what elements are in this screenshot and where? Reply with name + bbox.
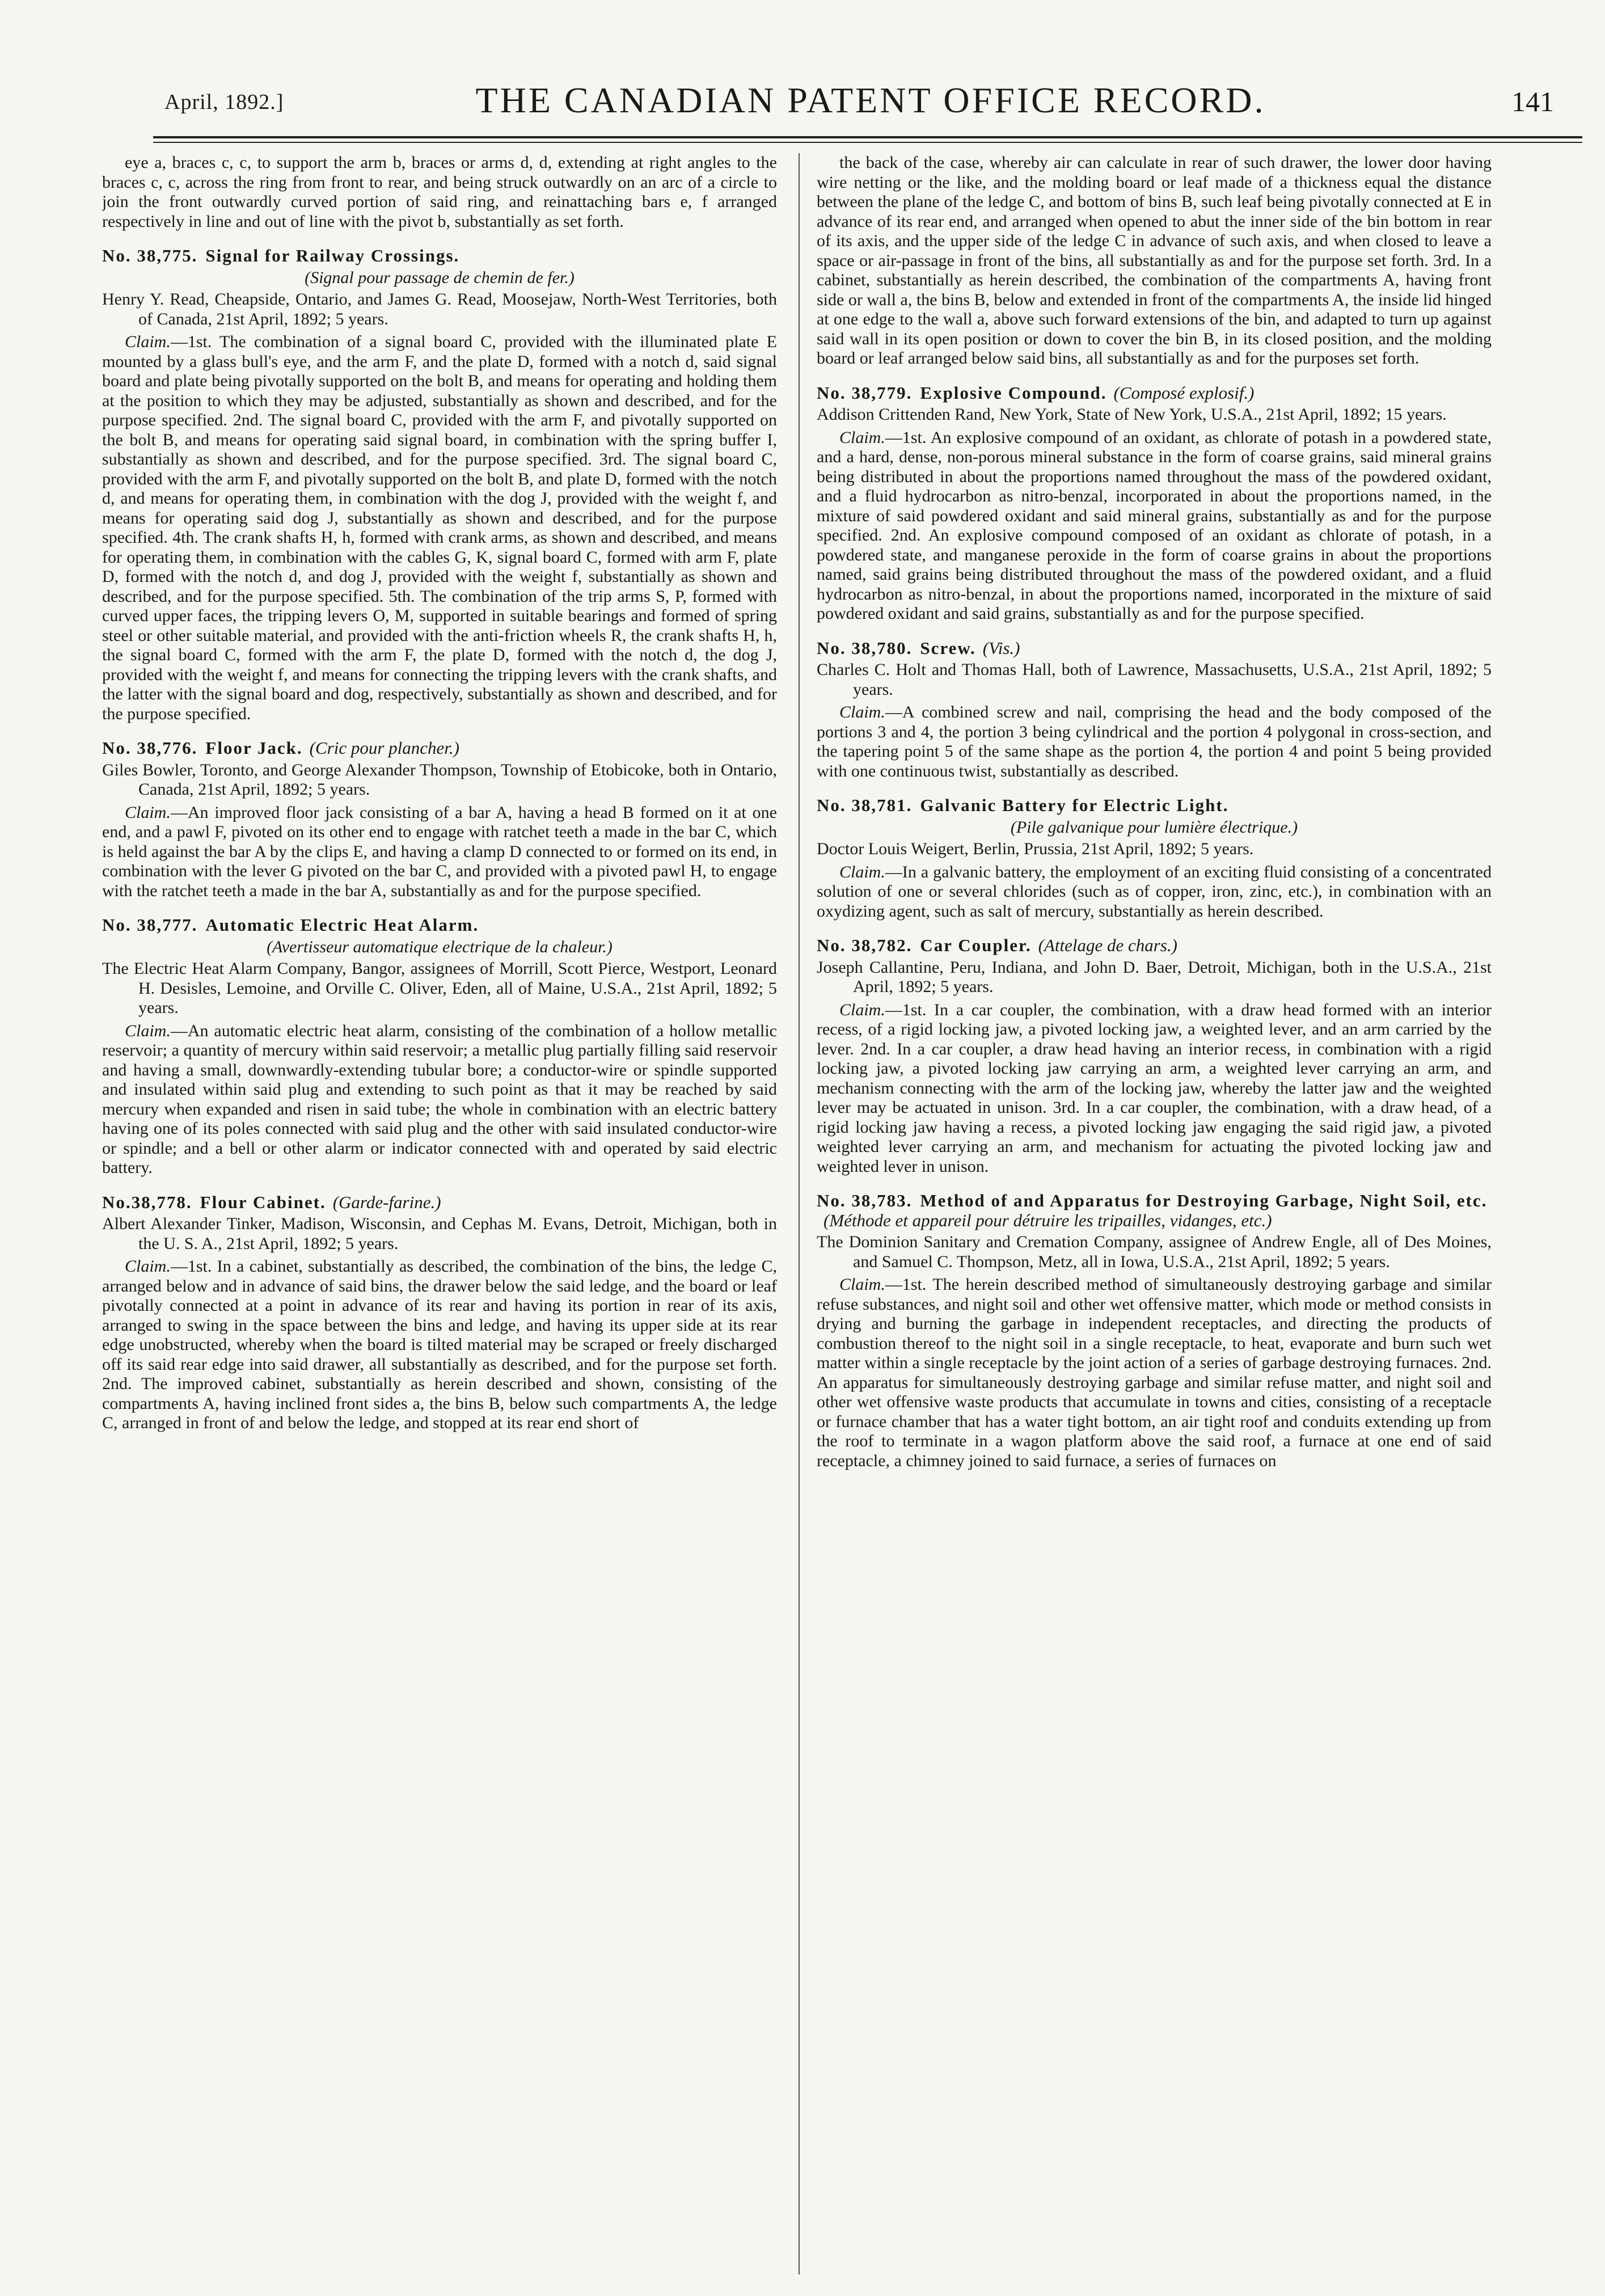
entry-heading [102, 738, 777, 758]
patent-parties: Giles Bowler, Toronto, and George Alexander Thompson, Township of Etobicoke, both in Ontario, Canada, 21st April, 1892; 5 years. [102, 760, 777, 799]
patent-entry [817, 1191, 1492, 1471]
patent-parties: Henry Y. Read, Cheapside, Ontario, and James G. Read, Moosejaw, North-West Territories, both of Canada, 21st April, 1892; 5 years. [102, 290, 777, 328]
french-title: (Signal pour passage de chemin de fer.) [305, 268, 575, 287]
claim-label: Claim. [839, 862, 885, 881]
patent-number: No. 38,777. [102, 915, 198, 935]
patent-claim [102, 1022, 777, 1178]
patent-entry [102, 915, 777, 1178]
patent-title: Method of and Apparatus for Destroying Garbage, Night Soil, etc. [920, 1191, 1488, 1210]
patent-number: No. 38,776. [102, 738, 198, 758]
entry-heading [817, 639, 1492, 659]
patent-claim [102, 332, 777, 724]
claim-label: Claim. [125, 803, 171, 822]
patent-entry [102, 738, 777, 901]
page-number: 141 [1511, 86, 1554, 117]
patent-number: No.38,778. [102, 1192, 192, 1212]
claim-text: —A combined screw and nail, comprising the head and the body composed of the portions 3 and 4, the portion 3 being cylindrical and the portion 4 polygonal in cross-section, and the tapering point 5 of the same shape as the portion 4, the portion 4 and point 5 being provided with one continuous twist, substantially as described. [817, 703, 1492, 780]
patent-parties: Doctor Louis Weigert, Berlin, Prussia, 21st April, 1892; 5 years. [817, 839, 1254, 858]
entry-heading [102, 246, 777, 266]
continued-text: eye a, braces c, c, to support the arm b, braces or arms d, d, extending at right angles to the braces c, c, across the ring from front to rear, and being struck outwardly on an arc of a circle to join the front outwardly curved portion of said ring, and reinattaching bars e, f arranged respectively in line and out of line with the pivot b, substantially as set forth. [102, 153, 777, 231]
patent-claim [817, 703, 1492, 781]
patent-claim [102, 803, 777, 901]
claim-text: —1st. In a cabinet, substantially as described, the combination of the bins, the ledge C, arranged below and in advance of said bins, the drawer below the said ledge, and the board or leaf pivotally connected at a point in advance of its rear and having its portion in rear of its axis, arranged to swing in the space between the bins and ledge, and having its upper side at its rear edge unobstructed, whereby when the board is tilted material may be scraped or freely discharged off its said rear edge into said drawer, all substantially as described, and for the purpose set forth. 2nd. The improved cabinet, substantially as herein described and shown, consisting of the compartments A, having inclined front sides a, the bins B, below such compartments A, the ledge C, arranged in front of and below the ledge, and stopped at its rear end short of [102, 1257, 777, 1432]
patent-parties: The Dominion Sanitary and Cremation Company, assignee of Andrew Engle, all of Des Moines, and Samuel C. Thompson, Metz, all in Iowa, U.S.A., 21st April, 1892; 5 years. [817, 1233, 1492, 1271]
right-column [817, 153, 1492, 2274]
claim-label: Claim. [839, 703, 885, 721]
claim-text: —1st. The herein described method of simultaneously destroying garbage and similar refuse substances, and night soil and other wet offensive matter, which mode or method consists in drying and burning the garbage in independent receptacles, and directing the products of combustion thereof to the night soil in a single receptacle, to heat, evaporate and burn such wet matter within a single receptacle by the joint action of a series of garbage destroying furnaces. 2nd. An apparatus for simultaneously destroying garbage and similar refuse matter, and night soil and other wet offensive waste products that accumulate in towns and cities, consisting of a receptacle or furnace chamber that has a water tight bottom, an air tight roof and conduits extending up from the roof to terminate in a wagon platform above the said roof, a furnace at one end of said receptacle, a chimney joined to said furnace, a series of furnaces on [817, 1275, 1492, 1470]
entry-heading [817, 383, 1492, 403]
claim-text: —1st. The combination of a signal board C, provided with the illuminated plate E mounted by a glass bull's eye, and the arm F, and the plate D, formed with a notch d, said signal board and plate being pivotally supported on the bolt B, and means for operating and holding them at the position to which they may be adjusted, substantially as shown and described, and for the purpose specified. 2nd. The signal board C, provided with the arm F, and pivotally supported on the bolt B, and means for operating said signal board, in combination with the spring buffer I, substantially as shown and described, and for the purpose specified. 3rd. The signal board C, provided with the arm F, and pivotally supported on the bolt B, and plate D, formed with the notch d, and means for operating them, in combination with the dog J, provided with the weight f, and means for operating said dog J, substantially as shown and described, and for the purpose specified. 4th. The crank shafts H, h, formed with crank arms, as shown and described, and means for operating them, in combination with the cables G, K, signal board C, formed with arm F, plate D, formed with the notch d, and dog J, provided with the weight f, substantially as shown and described, and for the purpose specified. 5th. The combination of the trip arms S, P, formed with curved upper faces, the tripping levers O, M, supported in suitable bearings and formed of spring steel or other suitable material, and provided with the anti-friction wheels R, the crank shafts H, h, the signal board C, formed with the arm F, the plate D, formed with the notch d, the dog J, provided with the weight f, and means for connecting the tripping levers with the crank shafts, and the latter with the signal board and dog, respectively, substantially as shown and described, and for the purpose specified. [102, 332, 777, 723]
header-date: April, 1892.] [164, 90, 284, 114]
french-title: (Avertisseur automatique electrique de la chaleur.) [267, 937, 613, 956]
patent-entry [102, 246, 777, 724]
claim-label: Claim. [125, 1257, 171, 1276]
header-rule [153, 136, 1582, 138]
claim-label: Claim. [839, 1000, 885, 1019]
patent-entry [817, 383, 1492, 624]
patent-claim [102, 1257, 777, 1433]
page-header [164, 79, 1577, 130]
french-title: (Pile galvanique pour lumière électrique.) [1010, 817, 1298, 837]
patent-claim [817, 863, 1492, 922]
patent-title: Automatic Electric Heat Alarm. [205, 915, 479, 935]
claim-label: Claim. [839, 1275, 885, 1294]
patent-title: Screw. [920, 638, 976, 658]
french-title: (Vis.) [982, 638, 1020, 658]
patent-entry [817, 639, 1492, 782]
entry-heading [817, 1191, 1492, 1230]
patent-entry [817, 936, 1492, 1176]
patent-number: No. 38,783. [817, 1191, 913, 1210]
patent-number: No. 38,780. [817, 638, 913, 658]
claim-text: —1st. In a car coupler, the combination, with a draw head formed with an interior recess, of a rigid locking jaw, a pivoted locking jaw, a weighted lever, and an arm carried by the lever. 2nd. In a car coupler, a draw head having an interior recess, in combination with a rigid locking jaw, a pivoted locking jaw carrying an arm, a weighted lever carrying an arm, and mechanism connecting with the arm of the locking jaw, whereby the latter jaw and the weighted lever may be actuated in unison. 3rd. In a car coupler, the combination, with a draw head, of a rigid locking jaw having a recess, a pivoted locking jaw engaging the said rigid jaw, a pivoted weighted lever carrying an arm, and mechanism for actuating the pivoted locking jaw and weighted lever in unison. [817, 1000, 1492, 1176]
continued-text: the back of the case, whereby air can calculate in rear of such drawer, the lower door having wire netting or the like, and the molding board or leaf made of a thickness equal the distance between the plane of the ledge C, and bottom of bins B, such leaf being pivotally connected at E in advance of its rear end, and arranged when opened to abut the inner side of the bin bottom in rear of its axis, and the upper side of the ledge C in advance of such axis, and when closed to leave a space or air-passage in front of the bins, all substantially as and for the purpose set forth. 3rd. In a cabinet, substantially as herein described, the combination of the compartments A, having front side or wall a, the bins B, below and extended in front of the compartments A, the inside lid hinged at one edge to the wall a, above such forward extensions of the bin, and adapted to turn up against said wall in its open position or down to cover the bin B, in its closed position, and the molding board or leaf arranged below said bins, all substantially as and for the purposes set forth. [817, 153, 1492, 368]
patent-title: Floor Jack. [205, 738, 303, 758]
column-divider [799, 153, 800, 2274]
patent-title: Signal for Railway Crossings. [205, 246, 460, 265]
french-title: (Cric pour plancher.) [309, 738, 459, 758]
french-title: (Attelage de chars.) [1038, 935, 1177, 955]
patent-parties: Charles C. Holt and Thomas Hall, both of Lawrence, Massachusetts, U.S.A., 21st April, 1892; 5 years. [817, 660, 1492, 699]
patent-title: Explosive Compound. [920, 382, 1107, 403]
patent-entry [102, 1193, 777, 1433]
patent-claim [817, 1001, 1492, 1177]
patent-title: Flour Cabinet. [200, 1192, 326, 1212]
entry-heading [102, 915, 777, 935]
patent-number: No. 38,779. [817, 382, 913, 403]
claim-text: —In a galvanic battery, the employment of an exciting fluid consisting of a concentrated solution of one or several chlorides (such as of copper, iron, zinc, etc.), in combination with an oxydizing agent, such as salt of mercury, substantially as herein described. [817, 862, 1492, 921]
claim-text: —An improved floor jack consisting of a bar A, having a head B formed on it at one end, and a pawl F, pivoted on its other end to engage with ratchet teeth a made in the bar C, which is held against the bar A by the clips E, and having a clamp D connected to or formed on its end, in combination with the lever G pivoted on the bar C, and provided with a pivoted pawl H, to engage with the ratchet teeth a made in the bar A, substantially as and for the purpose specified. [102, 803, 777, 900]
french-title: (Méthode et appareil pour détruire les tripailles, vidanges, etc.) [823, 1210, 1272, 1230]
claim-label: Claim. [125, 332, 171, 351]
left-column [102, 153, 777, 2274]
french-title: (Garde-farine.) [332, 1192, 441, 1212]
patent-parties: Joseph Callantine, Peru, Indiana, and John D. Baer, Detroit, Michigan, both in the U.S.A., 21st April, 1892; 5 years. [817, 957, 1492, 996]
patent-title: Galvanic Battery for Electric Light. [920, 795, 1229, 815]
header-title: THE CANADIAN PATENT OFFICE RECORD. [475, 80, 1266, 120]
patent-parties: The Electric Heat Alarm Company, Bangor, assignees of Morrill, Scott Pierce, Westport, Leonard H. Desisles, Lemoine, and Orville C. Oliver, Eden, all of Maine, U.S.A., 21st April, 1892; 5 years. [102, 959, 777, 1017]
header-rule-thin [153, 142, 1582, 143]
patent-number: No. 38,775. [102, 246, 198, 265]
claim-label: Claim. [839, 428, 885, 447]
claim-text: —1st. An explosive compound of an oxidant, as chlorate of potash in a powdered state, and a hard, dense, non-porous mineral substance in the form of coarse grains, said mineral grains being distributed in about the proportions named throughout the mass of the powdered oxidant, and a fluid hydrocarbon as nitro-benzal, incorporated in about the proportions named, in the mixture of said powdered oxidant and said mineral grains, substantially as and for the purpose specified. 2nd. An explosive compound composed of an oxidant as chlorate of potash, in a powdered state, and manganese peroxide in the form of coarse grains in about the proportions named, said grains being distributed throughout the mass of the powdered oxidant, and a fluid hydrocarbon as nitro-benzal, in about the proportions named, incorporated in the mixture of said powdered oxidant and said grains, substantially as and for the purpose specified. [817, 428, 1492, 623]
patent-claim [817, 1275, 1492, 1471]
french-title: (Composé explosif.) [1113, 382, 1255, 403]
patent-claim [817, 428, 1492, 624]
patent-title: Car Coupler. [920, 935, 1032, 955]
patent-parties: Albert Alexander Tinker, Madison, Wisconsin, and Cephas M. Evans, Detroit, Michigan, both in the U. S. A., 21st April, 1892; 5 years. [102, 1214, 777, 1253]
claim-text: —An automatic electric heat alarm, consisting of the combination of a hollow metallic reservoir; a quantity of mercury within said reservoir; a metallic plug partially filling said reservoir and having a small, downwardly-extending tubular bore; a conductor-wire or spindle supported and insulated within said plug and extending to such point as that it may be reached by said mercury when expanded and risen in said tube; the whole in combination with an electric battery having one of its poles connected with said plug and the other with said insulated conductor-wire or spindle; and a bell or other alarm or indicator connected with and operated by said electric battery. [102, 1021, 777, 1177]
entry-heading [817, 936, 1492, 956]
patent-entry [817, 796, 1492, 921]
claim-label: Claim. [125, 1021, 171, 1040]
patent-parties: Addison Crittenden Rand, New York, State of New York, U.S.A., 21st April, 1892; 15 years. [817, 405, 1447, 424]
entry-heading [102, 1193, 777, 1213]
patent-number: No. 38,782. [817, 935, 913, 955]
patent-number: No. 38,781. [817, 795, 913, 815]
entry-heading [817, 796, 1492, 816]
